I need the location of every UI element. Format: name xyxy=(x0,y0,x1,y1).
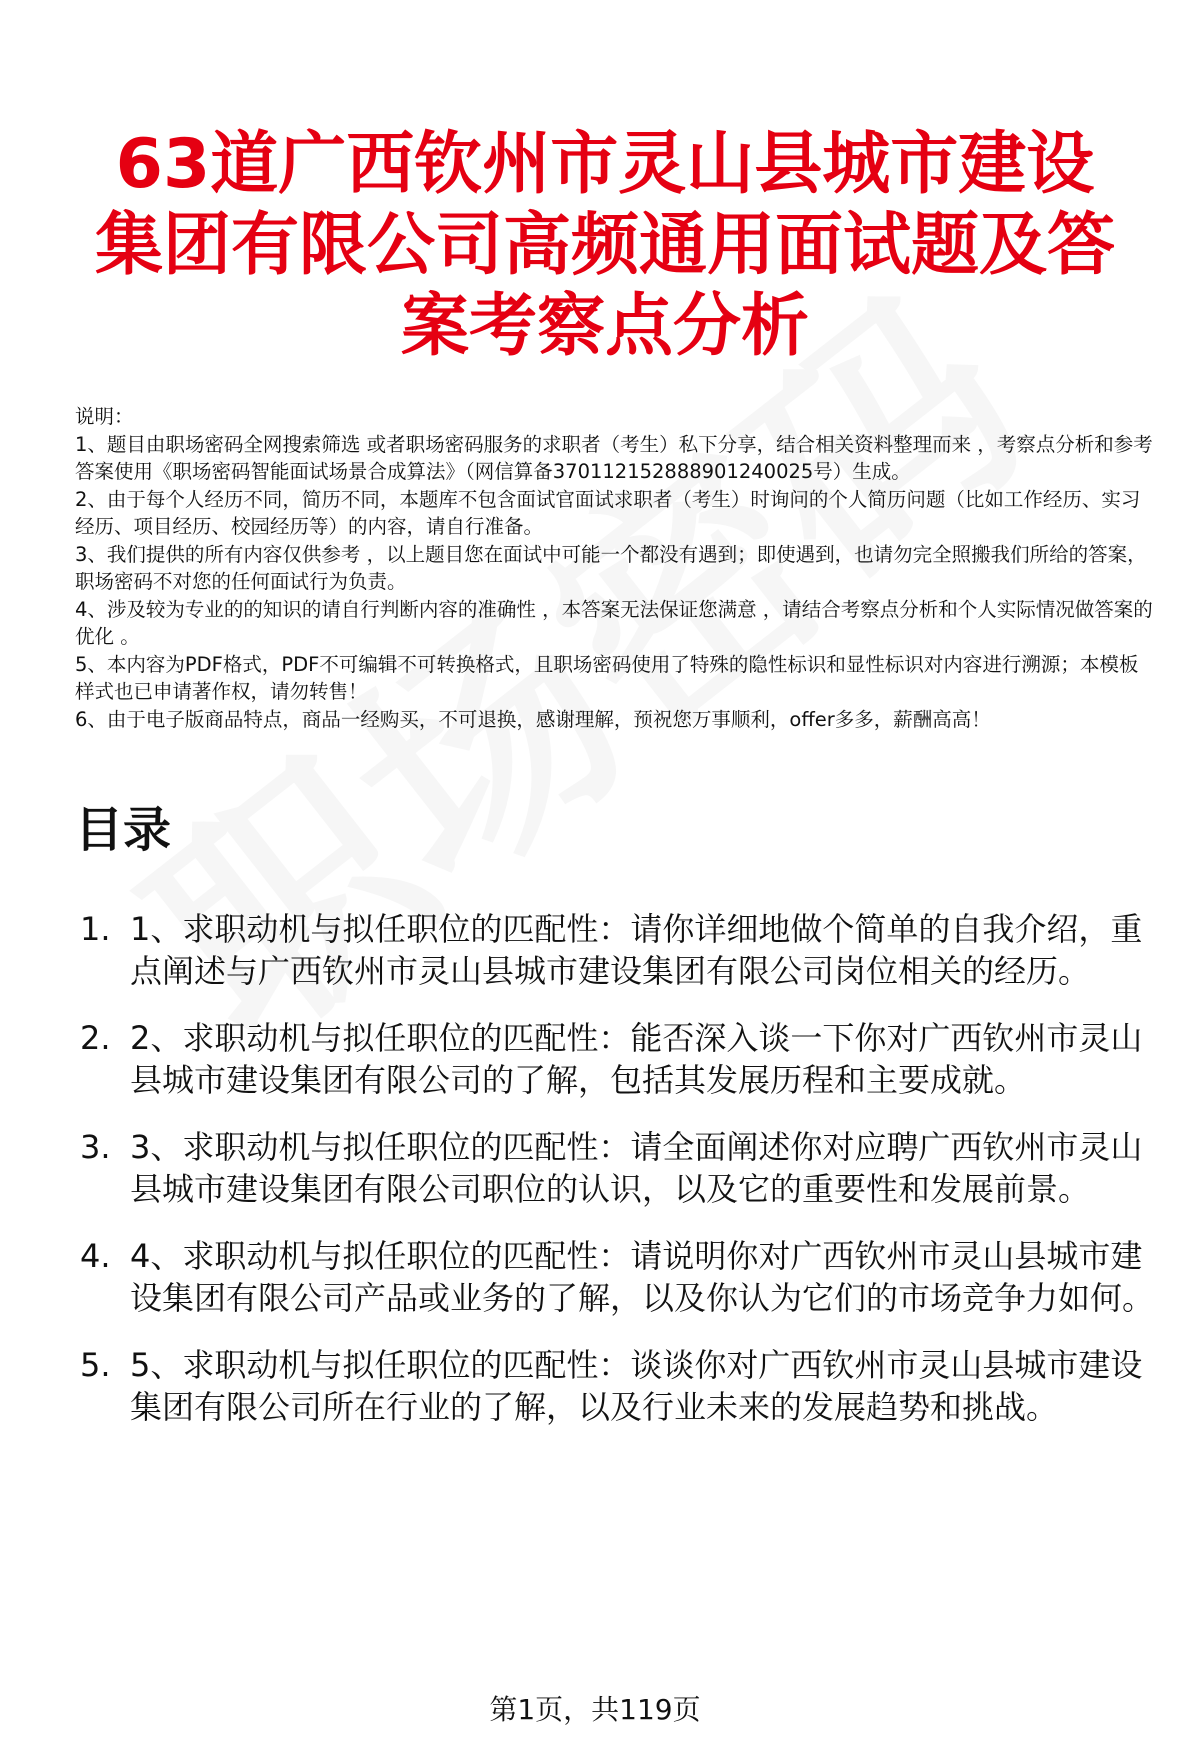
toc-item-text: 4、求职动机与拟任职位的匹配性：请说明你对广西钦州市灵山县城市建设集团有限公司产品或业务的了解，以及你认为它们的市场竞争力如何。 xyxy=(130,1237,1155,1317)
toc-heading: 目录 xyxy=(75,802,172,858)
document-title: 63道广西钦州市灵山县城市建设集团有限公司高频通用面试题及答案考察点分析 xyxy=(94,125,1115,366)
toc-item-number: 4. xyxy=(80,1237,111,1275)
toc-item-2[interactable] xyxy=(75,1017,1165,1101)
toc-item-number: 5. xyxy=(80,1346,111,1384)
toc-list xyxy=(75,908,1165,1453)
notes-section xyxy=(75,403,1155,733)
toc-item-text: 1、求职动机与拟任职位的匹配性：请你详细地做个简单的自我介绍，重点阐述与广西钦州市灵山县城市建设集团有限公司岗位相关的经历。 xyxy=(130,910,1143,990)
note-item-4: 4、涉及较为专业的的知识的请自行判断内容的准确性 ，本答案无法保证您满意 ，请结合考察点分析和个人实际情况做答案的优化 。 xyxy=(75,597,1153,648)
note-item-2: 2、由于每个人经历不同，简历不同，本题库不包含面试官面试求职者（考生）时询问的个人简历问题（比如工作经历、实习经历、项目经历、校园经历等）的内容，请自行准备。 xyxy=(75,487,1141,538)
toc-item-4[interactable] xyxy=(75,1235,1165,1319)
toc-item-1[interactable] xyxy=(75,908,1165,992)
toc-item-text: 3、求职动机与拟任职位的匹配性：请全面阐述你对应聘广西钦州市灵山县城市建设集团有限公司职位的认识，以及它的重要性和发展前景。 xyxy=(130,1128,1143,1208)
toc-item-text: 2、求职动机与拟任职位的匹配性：能否深入谈一下你对广西钦州市灵山县城市建设集团有限公司的了解，包括其发展历程和主要成就。 xyxy=(130,1019,1143,1099)
toc-item-5[interactable] xyxy=(75,1344,1165,1428)
note-item-6: 6、由于电子版商品特点，商品一经购买，不可退换，感谢理解，预祝您万事顺利，offer多多，薪酬高高！ xyxy=(75,707,991,731)
toc-item-3[interactable] xyxy=(75,1126,1165,1210)
note-item-3: 3、我们提供的所有内容仅供参考 ，以上题目您在面试中可能一个都没有遇到；即使遇到，也请勿完全照搬我们所给的答案，职场密码不对您的任何面试行为负责。 xyxy=(75,542,1147,593)
page-number-footer: 第1页，共119页 xyxy=(489,1693,701,1726)
toc-item-text: 5、求职动机与拟任职位的匹配性：谈谈你对广西钦州市灵山县城市建设集团有限公司所在行业的了解，以及行业未来的发展趋势和挑战。 xyxy=(130,1346,1143,1426)
toc-item-number: 2. xyxy=(80,1019,111,1057)
toc-item-number: 1. xyxy=(80,910,111,948)
notes-heading: 说明： xyxy=(75,405,134,428)
note-item-1: 1、题目由职场密码全网搜索筛选 或者职场密码服务的求职者（考生）私下分享，结合相关资料整理而来 ，考察点分析和参考答案使用《职场密码智能面试场景合成算法》（网信算备370112152888901240025号）生成。 xyxy=(75,432,1153,483)
toc-item-number: 3. xyxy=(80,1128,111,1166)
note-item-5: 5、本内容为PDF格式，PDF不可编辑不可转换格式，且职场密码使用了特殊的隐性标识和显性标识对内容进行溯源；本模板样式也已申请著作权，请勿转售！ xyxy=(75,652,1139,703)
